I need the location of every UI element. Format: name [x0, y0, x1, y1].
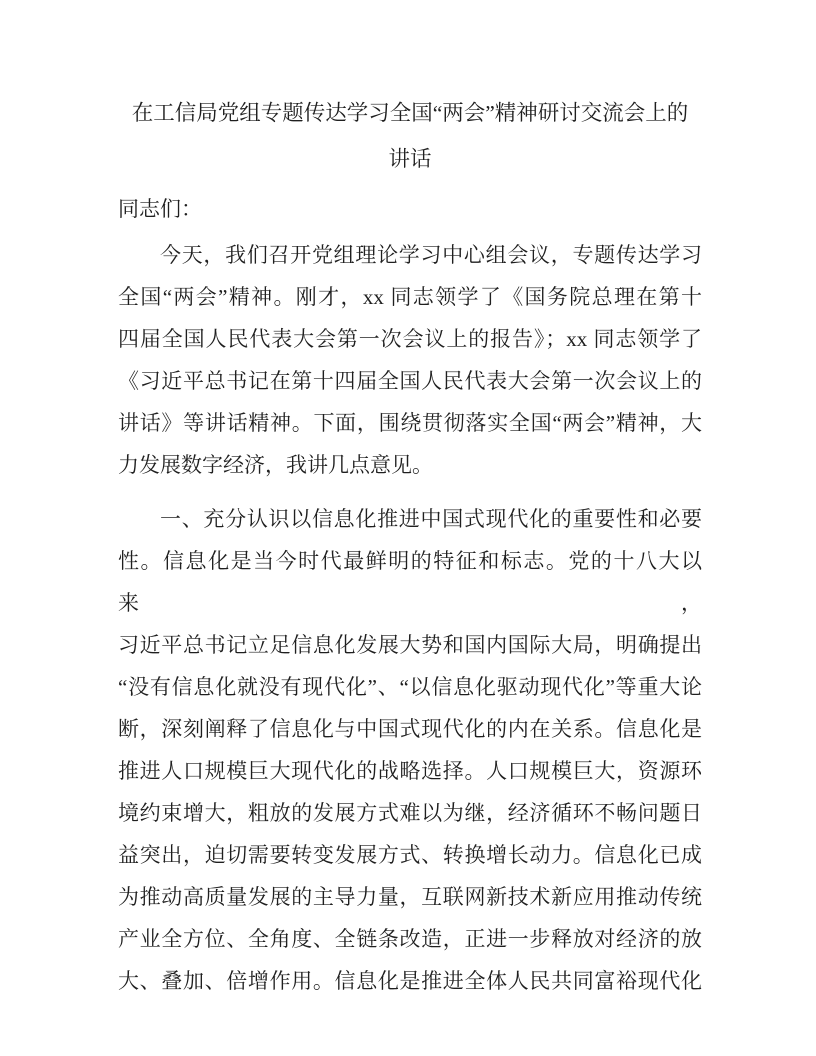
salutation: 同志们：	[118, 197, 202, 221]
paragraph-2-line-8: 益突出，迫切需要转变发展方式、转换增长动力。信息化已成	[118, 843, 702, 867]
title-line-2: 讲话	[388, 147, 432, 171]
paragraph-1-line-3: 四届全国人民代表大会第一次会议上的报告》；xx 同志领学了	[118, 327, 702, 351]
paragraph-1-line-2: 全国“两会”精神。刚才，xx 同志领学了《国务院总理在第十	[118, 285, 702, 309]
paragraph-2-line-4: “没有信息化就没有现代化”、“以信息化驱动现代化”等重大论	[118, 675, 702, 699]
paragraph-2-line-5: 断，深刻阐释了信息化与中国式现代化的内在关系。信息化是	[118, 717, 702, 741]
document-title	[110, 90, 710, 182]
paragraph-1-line-6: 力发展数字经济，我讲几点意见。	[118, 453, 433, 477]
paragraph-1-line-1: 今天，我们召开党组理论学习中心组会议，专题传达学习	[160, 243, 702, 267]
paragraph-1	[118, 234, 702, 486]
paragraph-2-line-2: 性。信息化是当今时代最鲜明的特征和标志。党的十八大以来，	[118, 549, 702, 615]
paragraph-1-line-5: 讲话》等讲话精神。下面，围绕贯彻落实全国“两会”精神，大	[118, 411, 702, 435]
paragraph-2-line-3: 习近平总书记立足信息化发展大势和国内国际大局，明确提出	[118, 633, 702, 657]
paragraph-2-line-11: 大、叠加、倍增作用。信息化是推进全体人民共同富裕现代化	[118, 969, 702, 993]
paragraph-2	[118, 498, 702, 1002]
paragraph-1-line-4: 《习近平总书记在第十四届全国人民代表大会第一次会议上的	[118, 369, 702, 393]
title-line-1: 在工信局党组专题传达学习全国“两会”精神研讨交流会上的	[131, 101, 689, 125]
paragraph-2-line-9: 为推动高质量发展的主导力量，互联网新技术新应用推动传统	[118, 885, 702, 909]
paragraph-2-line-7: 境约束增大，粗放的发展方式难以为继，经济循环不畅问题日	[118, 801, 702, 825]
paragraph-2-line-10: 产业全方位、全角度、全链条改造，正进一步释放对经济的放	[118, 927, 702, 951]
paragraph-2-line-1: 一、充分认识以信息化推进中国式现代化的重要性和必要	[160, 507, 702, 531]
paragraph-2-line-6: 推进人口规模巨大现代化的战略选择。人口规模巨大，资源环	[118, 759, 702, 783]
